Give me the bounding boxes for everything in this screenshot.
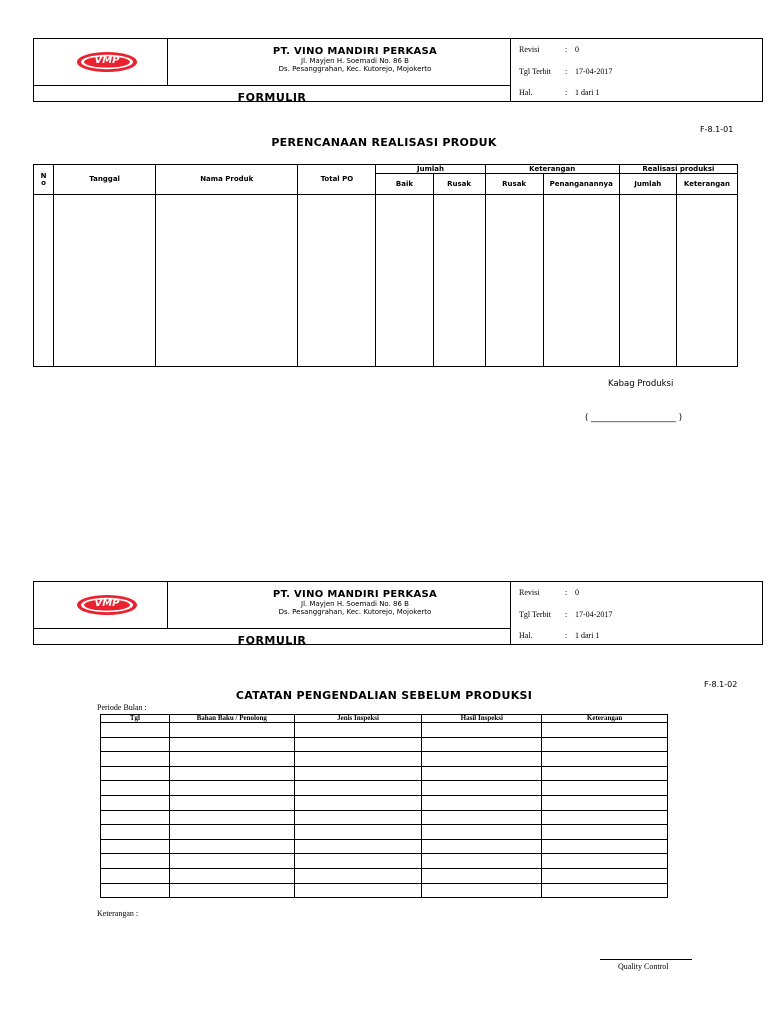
company-block — [167, 39, 543, 85]
form-title-row — [34, 628, 510, 646]
hal-label: Hal. — [519, 631, 533, 640]
company-address-1: Jl. Mayjen H. Soemadi No. 86 B — [301, 600, 409, 608]
form-title: FORMULIR — [237, 634, 307, 647]
table-row — [101, 723, 668, 738]
col-jenis-inspeksi: Jenis Inspeksi — [294, 715, 422, 723]
col-no: N o — [34, 165, 54, 195]
terbit-label: Tgl Terbit — [519, 610, 551, 619]
company-address-2: Ds. Pesanggrahan, Kec. Kutorejo, Mojokerto — [278, 608, 432, 616]
revisi-value: 0 — [575, 45, 579, 54]
keterangan-label: Keterangan : — [97, 909, 139, 918]
table-row — [101, 868, 668, 883]
hal-value: 1 dari 1 — [575, 88, 600, 97]
table-row — [101, 839, 668, 854]
sub-rusak: Rusak — [485, 174, 543, 195]
sub-baik: Baik — [376, 174, 433, 195]
company-name: PT. VINO MANDIRI PERKASA — [272, 46, 438, 57]
form-title-row — [34, 85, 510, 103]
table-row — [101, 781, 668, 796]
terbit-row: Tgl Terbit : 17-04-2017 — [519, 610, 613, 619]
col-hasil-inspeksi: Hasil Inspeksi — [422, 715, 542, 723]
table-row — [34, 195, 738, 367]
revisi-label: Revisi — [519, 588, 540, 597]
logo-cell — [34, 582, 168, 628]
logo-cell — [34, 39, 168, 85]
revisi-row: Revisi : 0 — [519, 45, 579, 54]
revisi-row: Revisi : 0 — [519, 588, 579, 597]
company-address-2: Ds. Pesanggrahan, Kec. Kutorejo, Mojokerto — [278, 65, 432, 73]
form-title: FORMULIR — [237, 91, 307, 104]
hal-row: Hal. : 1 dari 1 — [519, 88, 600, 97]
table-row — [101, 766, 668, 781]
col-tanggal: Tanggal — [54, 165, 156, 195]
terbit-row: Tgl Terbit : 17-04-2017 — [519, 67, 613, 76]
form-title-2: CATATAN PENGENDALIAN SEBELUM PRODUKSI — [235, 689, 533, 702]
col-total-po: Total PO — [298, 165, 376, 195]
periode-label: Periode Bulan : — [97, 703, 147, 712]
form-code-2: F-8.1-02 — [704, 680, 738, 689]
col-nama-produk: Nama Produk — [156, 165, 298, 195]
logo-text: VMP — [94, 598, 120, 609]
group-keterangan: Keterangan — [485, 165, 619, 174]
form-header-2 — [33, 581, 763, 645]
inspeksi-table — [100, 714, 668, 898]
revisi-value: 0 — [575, 588, 579, 597]
sub-keterangan: Keterangan — [676, 174, 737, 195]
hal-row: Hal. : 1 dari 1 — [519, 631, 600, 640]
table-row — [101, 810, 668, 825]
form-title-1: PERENCANAAN REALISASI PRODUK — [271, 136, 497, 149]
hal-label: Hal. — [519, 88, 533, 97]
col-bahan-baku: Bahan Baku / Penolong — [169, 715, 294, 723]
signature-line-2 — [600, 959, 692, 960]
signer-kabag: Kabag Produksi — [608, 379, 674, 389]
table-row — [101, 795, 668, 810]
col-tgl: Tgl — [101, 715, 170, 723]
table-row — [101, 883, 668, 898]
signature-line-1: ( ____________________ ) — [585, 413, 683, 423]
document-info — [510, 39, 764, 102]
company-name: PT. VINO MANDIRI PERKASA — [272, 589, 438, 600]
table-row — [101, 737, 668, 752]
group-jumlah: Jumlah — [376, 165, 485, 174]
terbit-value: 17-04-2017 — [575, 610, 613, 619]
revisi-label: Revisi — [519, 45, 540, 54]
sub-jumlah: Jumlah — [619, 174, 676, 195]
company-address-1: Jl. Mayjen H. Soemadi No. 86 B — [301, 57, 409, 65]
table-row — [101, 752, 668, 767]
col-keterangan: Keterangan — [542, 715, 668, 723]
hal-value: 1 dari 1 — [575, 631, 600, 640]
company-block — [167, 582, 543, 628]
table-row — [101, 825, 668, 840]
form-code-1: F-8.1-01 — [700, 125, 734, 134]
sub-rusak: Rusak — [433, 174, 485, 195]
signer-qc: Quality Control — [618, 962, 669, 971]
logo-text: VMP — [94, 55, 120, 66]
realisasi-table — [33, 164, 738, 367]
terbit-value: 17-04-2017 — [575, 67, 613, 76]
terbit-label: Tgl Terbit — [519, 67, 551, 76]
sub-penanganan: Penanganannya — [543, 174, 619, 195]
document-info — [510, 582, 764, 645]
group-realisasi: Realisasi produksi — [619, 165, 737, 174]
form-header-1 — [33, 38, 763, 102]
table-row — [101, 854, 668, 869]
